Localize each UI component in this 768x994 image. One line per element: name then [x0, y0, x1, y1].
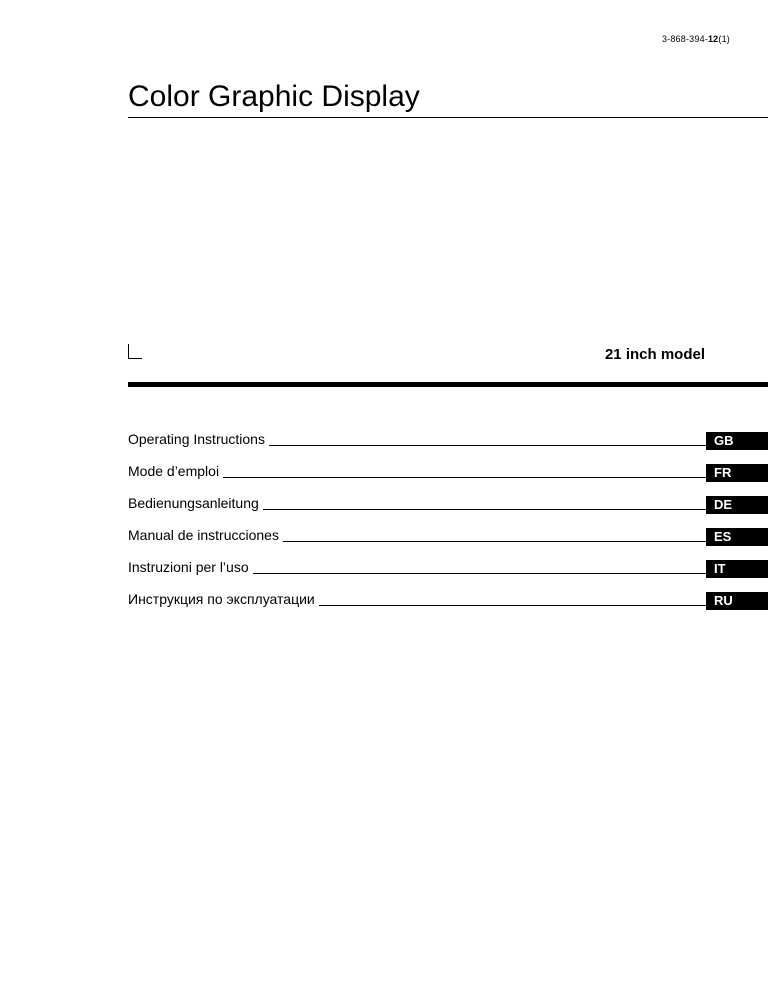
language-tab-es[interactable]: ES: [706, 528, 768, 546]
language-item-it[interactable]: [128, 546, 768, 578]
language-label: Operating Instructions: [128, 431, 265, 447]
page-title: Color Graphic Display: [128, 80, 420, 113]
language-tab-it[interactable]: IT: [706, 560, 768, 578]
language-label: Mode d’emploi: [128, 463, 220, 479]
language-item-de[interactable]: [128, 482, 768, 514]
part-number: [662, 34, 730, 44]
language-tab-ru[interactable]: RU: [706, 592, 768, 610]
language-label: Instruzioni per l’uso: [128, 559, 249, 575]
title-divider: [128, 117, 768, 118]
language-label: Инструкция по эксплуатации: [128, 591, 315, 607]
thick-divider: [128, 382, 768, 387]
model-label: 21 inch model: [604, 346, 705, 363]
leader-line: [319, 605, 706, 606]
leader-line: [263, 509, 706, 510]
language-tab-gb[interactable]: GB: [706, 432, 768, 450]
language-label: Manual de instrucciones: [128, 527, 279, 543]
language-label: Bedienungsanleitung: [128, 495, 259, 511]
language-tab-de[interactable]: DE: [706, 496, 768, 514]
language-item-ru[interactable]: [128, 578, 768, 610]
corner-crop-mark: [128, 344, 142, 359]
leader-line: [269, 445, 706, 446]
language-list: [128, 418, 768, 610]
language-item-fr[interactable]: [128, 450, 768, 482]
part-number-bold: 12: [707, 34, 719, 44]
leader-line: [283, 541, 706, 542]
part-number-prefix: 3-868-394-: [661, 34, 708, 44]
language-tab-fr[interactable]: FR: [706, 464, 768, 482]
leader-line: [253, 573, 706, 574]
part-number-suffix: (1): [718, 34, 730, 44]
language-item-es[interactable]: [128, 514, 768, 546]
leader-line: [223, 477, 706, 478]
language-item-gb[interactable]: [128, 418, 768, 450]
